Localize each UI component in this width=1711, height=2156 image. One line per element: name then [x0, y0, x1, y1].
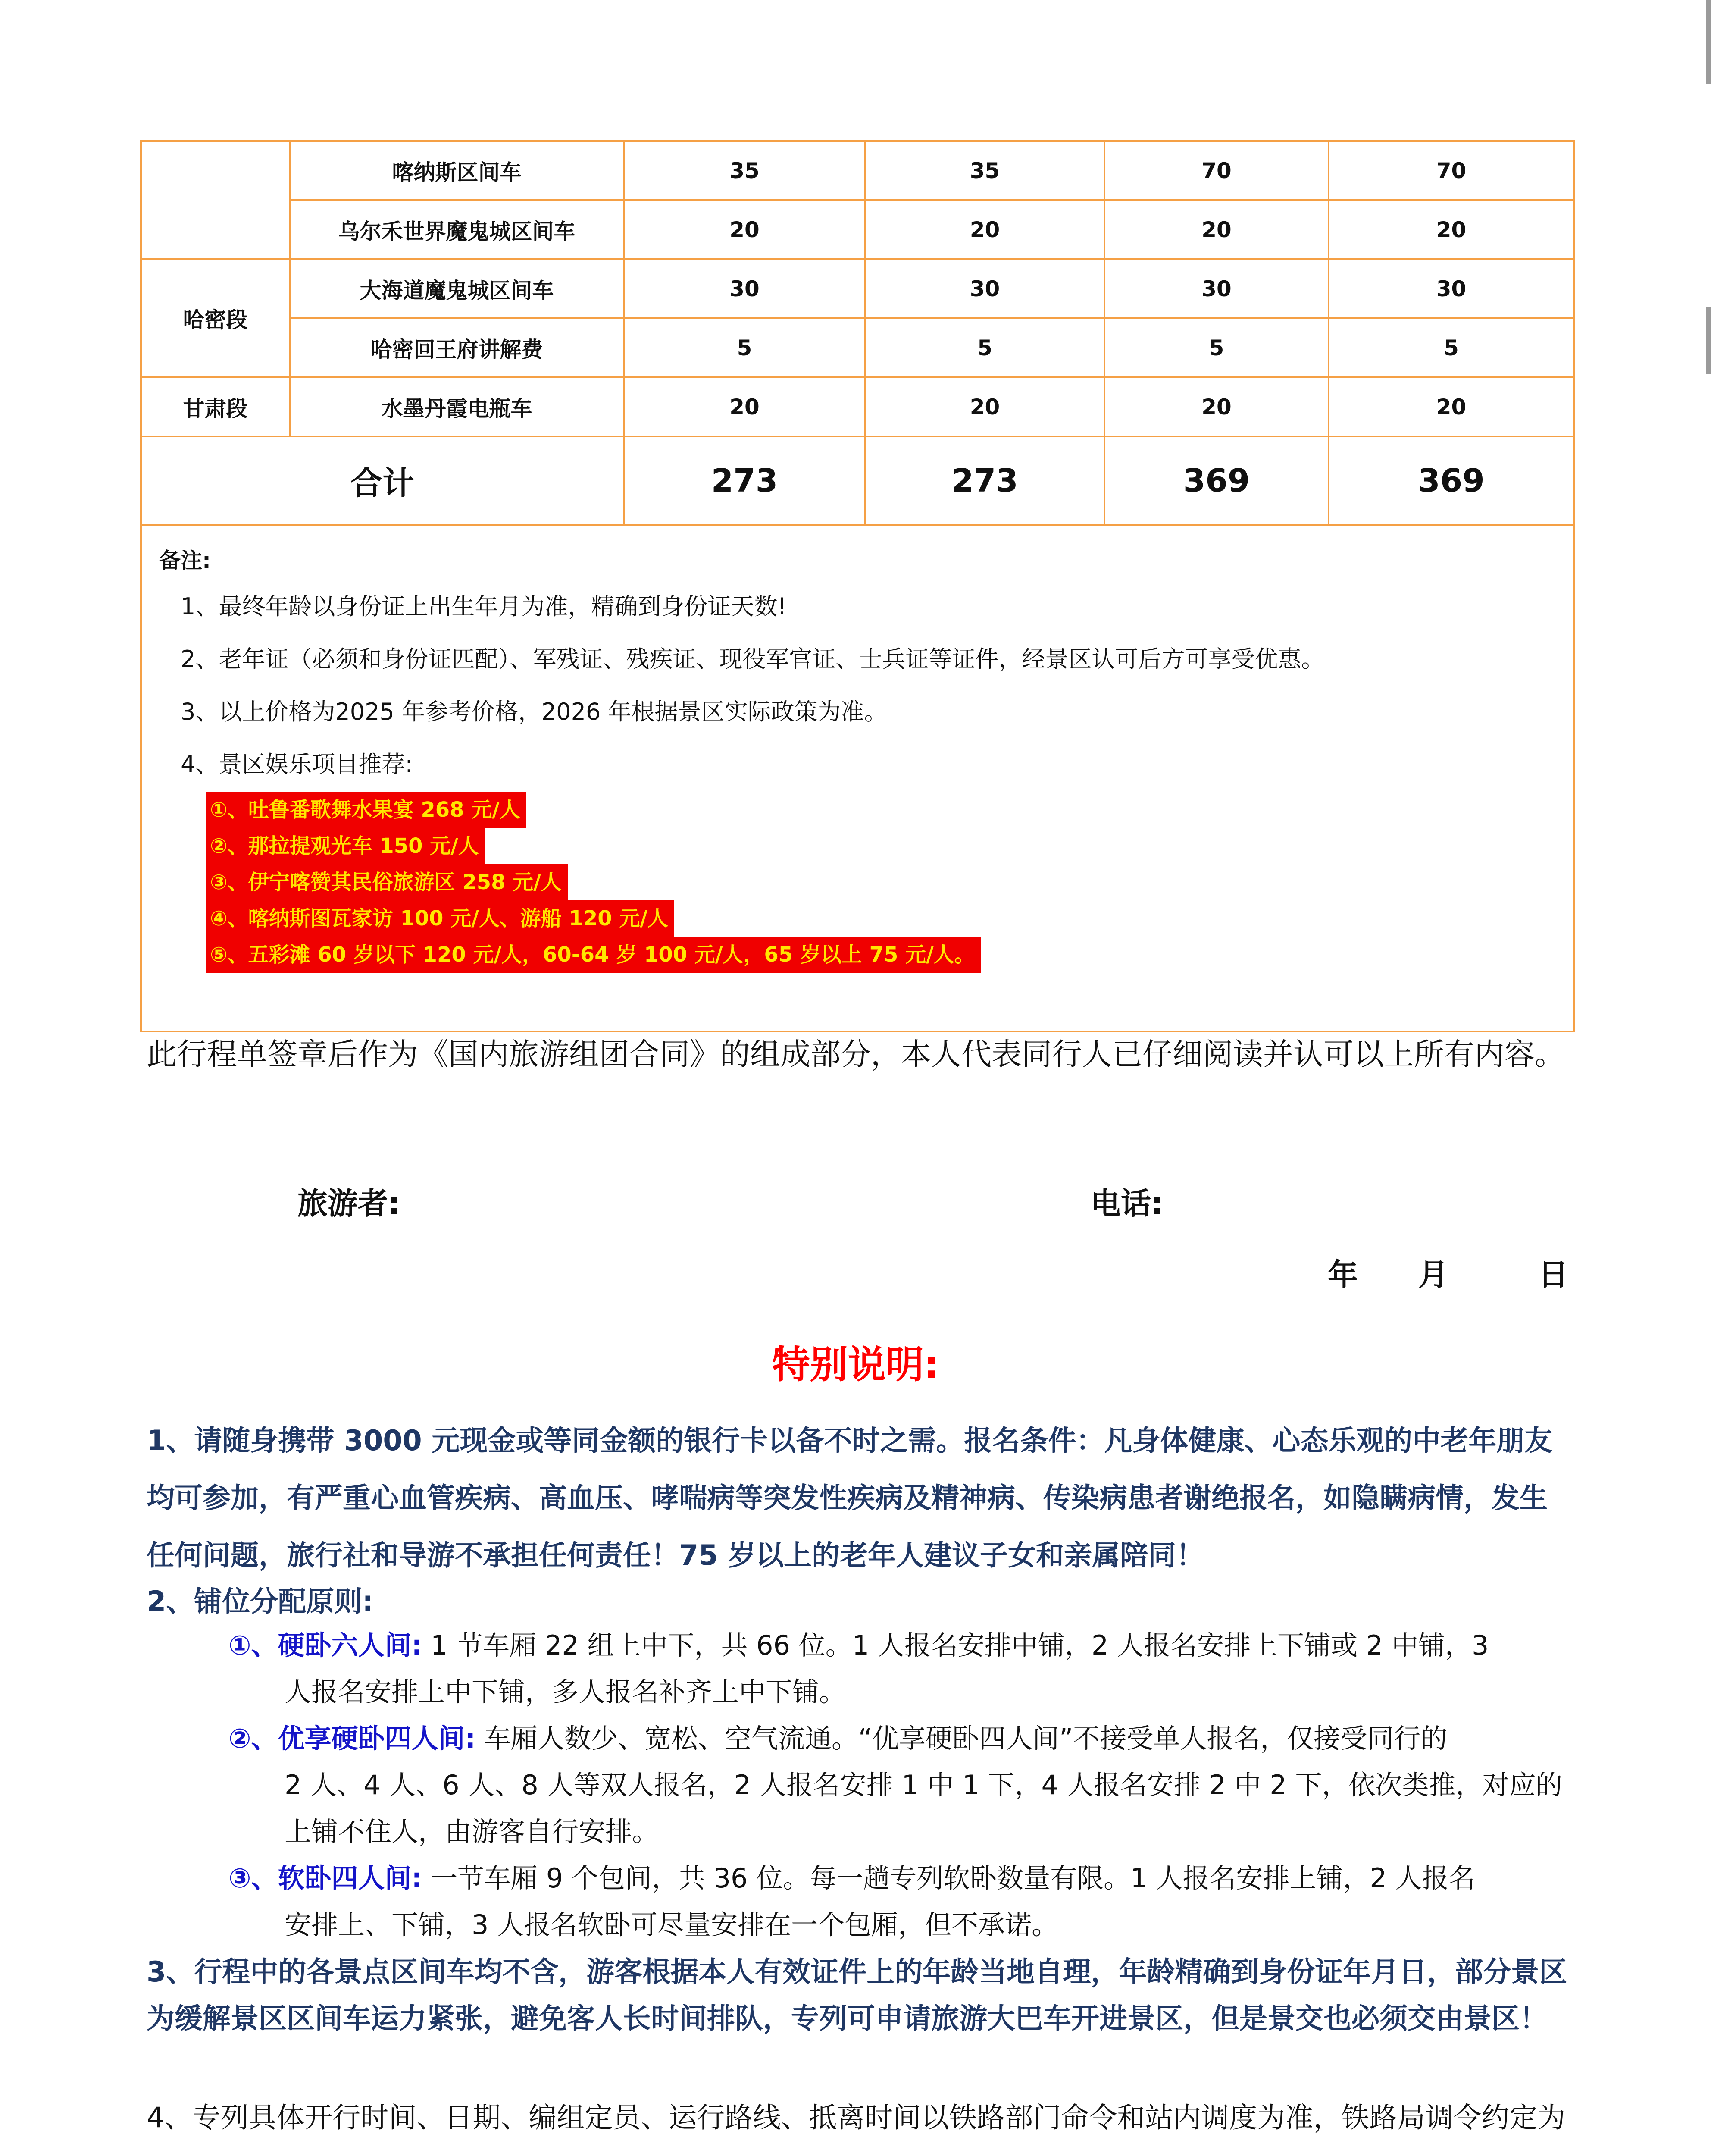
- price-cell: 5: [865, 318, 1104, 377]
- notes-title: 备注:: [159, 548, 211, 573]
- page-edge-mark: [1706, 0, 1711, 84]
- note-line: 1、最终年龄以身份证上出生年月为准，精确到身份证天数!: [181, 593, 787, 620]
- segment-cell: 哈密段: [141, 259, 290, 377]
- price-cell: 5: [1329, 318, 1574, 377]
- price-cell: 20: [865, 377, 1104, 436]
- berth-rule-3: [228, 1855, 1569, 1948]
- recommendation-item: ②、那拉提观光车 150 元/人: [206, 828, 485, 864]
- recommendation-item: ①、吐鲁番歌舞水果宴 268 元/人: [206, 792, 526, 828]
- segment-cell: [141, 141, 290, 259]
- price-cell: 30: [624, 259, 865, 318]
- price-cell: 20: [1329, 377, 1574, 436]
- phone-label: 电话:: [1091, 1186, 1163, 1221]
- special-paragraph-4: 4、专列具体开行时间、日期、编组定员、运行路线、抵离时间以铁路部门命令和站内调度为准，铁路局调令约定为: [147, 2102, 1566, 2134]
- total-label: 合计: [141, 436, 624, 525]
- price-cell: 30: [1329, 259, 1574, 318]
- price-cell: 70: [1329, 141, 1574, 200]
- price-cell: 5: [624, 318, 865, 377]
- special-notes-title: 特别说明:: [772, 1342, 939, 1387]
- table-row: [141, 259, 1574, 318]
- date-year-label: 年: [1328, 1257, 1358, 1292]
- total-value: 273: [624, 436, 865, 525]
- price-cell: 70: [1104, 141, 1329, 200]
- recommendation-item: ③、伊宁喀赞其民俗旅游区 258 元/人: [206, 864, 568, 900]
- berth-rule-2: [228, 1715, 1569, 1855]
- item-cell: 哈密回王府讲解费: [290, 318, 624, 377]
- price-cell: 20: [1329, 200, 1574, 259]
- contract-statement: 此行程单签章后作为《国内旅游组团合同》的组成部分，本人代表同行人已仔细阅读并认可以上所有内容。: [147, 1037, 1565, 1072]
- table-row: [141, 200, 1574, 259]
- special-paragraph-2: 2、铺位分配原则:: [147, 1586, 374, 1618]
- berth-rule-text: 一节车厢 9 个包间，共 36 位。每一趟专列软卧数量有限。1 人报名安排上铺，2 人报名: [422, 1862, 1476, 1894]
- note-line: 2、老年证（必须和身份证匹配）、军残证、残疾证、现役军官证、士兵证等证件，经景区认可后方可享受优惠。: [181, 646, 1325, 673]
- price-cell: 35: [865, 141, 1104, 200]
- total-value: 273: [865, 436, 1104, 525]
- item-cell: 大海道魔鬼城区间车: [290, 259, 624, 318]
- price-cell: 20: [1104, 200, 1329, 259]
- berth-rule-heading: ③、软卧四人间:: [228, 1862, 422, 1894]
- date-month-label: 月: [1418, 1257, 1448, 1292]
- item-cell: 乌尔禾世界魔鬼城区间车: [290, 200, 624, 259]
- price-cell: 30: [865, 259, 1104, 318]
- notes-cell: [141, 525, 1574, 1031]
- berth-rule-heading: ①、硬卧六人间:: [228, 1630, 422, 1661]
- special-paragraph-1: 1、请随身携带 3000 元现金或等同金额的银行卡以备不时之需。报名条件：凡身体健康、心态乐观的中老年朋友均可参加，有严重心血管疾病、高血压、哮喘病等突发性疾病及精神病、传染病患者谢绝报名，如隐瞒病情，发生任何问题，旅行社和导游不承担任何责任！75 岁以上的老年人建议子女和亲属陪同！: [147, 1425, 1553, 1572]
- price-cell: 20: [1104, 377, 1329, 436]
- table-row: [141, 318, 1574, 377]
- item-cell: 喀纳斯区间车: [290, 141, 624, 200]
- price-table: [140, 140, 1575, 1032]
- price-cell: 20: [624, 377, 865, 436]
- berth-rule-continuation: 人报名安排上中下铺，多人报名补齐上中下铺。: [285, 1676, 846, 1708]
- berth-rule-1: [228, 1622, 1569, 1715]
- price-cell: 5: [1104, 318, 1329, 377]
- total-row: [141, 436, 1574, 525]
- berth-rule-continuation: 安排上、下铺，3 人报名软卧可尽量安排在一个包厢，但不承诺。: [285, 1909, 1059, 1940]
- berth-rule-text: 车厢人数少、宽松、空气流通。“优享硬卧四人间”不接受单人报名，仅接受同行的: [475, 1723, 1448, 1754]
- page-edge-mark: [1706, 307, 1711, 374]
- special-paragraph-3: 3、行程中的各景点区间车均不含，游客根据本人有效证件上的年龄当地自理，年龄精确到身份证年月日，部分景区为缓解景区区间车运力紧张，避免客人长时间排队，专列可申请旅游大巴车开进景区，但是景交也必须交由景区！: [147, 1956, 1567, 2035]
- notes-row: [141, 525, 1574, 1031]
- berth-rule-heading: ②、优享硬卧四人间:: [228, 1723, 476, 1754]
- note-line: 3、以上价格为2025 年参考价格，2026 年根据景区实际政策为准。: [181, 698, 888, 725]
- total-value: 369: [1104, 436, 1329, 525]
- date-day-label: 日: [1538, 1257, 1568, 1292]
- price-cell: 35: [624, 141, 865, 200]
- berth-rule-continuation: 2 人、4 人、6 人、8 人等双人报名，2 人报名安排 1 中 1 下，4 人报名安排 2 中 2 下，依次类推，对应的上铺不住人，由游客自行安排。: [285, 1769, 1563, 1847]
- price-cell: 20: [865, 200, 1104, 259]
- recommendation-item: ④、喀纳斯图瓦家访 100 元/人、游船 120 元/人: [206, 900, 674, 937]
- recommendation-list: [206, 792, 1556, 973]
- segment-cell: 甘肃段: [141, 377, 290, 436]
- item-cell: 水墨丹霞电瓶车: [290, 377, 624, 436]
- recommendation-item: ⑤、五彩滩 60 岁以下 120 元/人，60-64 岁 100 元/人，65 岁以上 75 元/人。: [206, 937, 981, 973]
- table-row: [141, 141, 1574, 200]
- price-cell: 30: [1104, 259, 1329, 318]
- total-value: 369: [1329, 436, 1574, 525]
- berth-rule-text: 1 节车厢 22 组上中下，共 66 位。1 人报名安排中铺，2 人报名安排上下铺或 2 中铺，3: [422, 1630, 1489, 1661]
- note-line: 4、景区娱乐项目推荐:: [181, 751, 413, 778]
- price-cell: 20: [624, 200, 865, 259]
- table-row: [141, 377, 1574, 436]
- tourist-label: 旅游者:: [297, 1186, 400, 1221]
